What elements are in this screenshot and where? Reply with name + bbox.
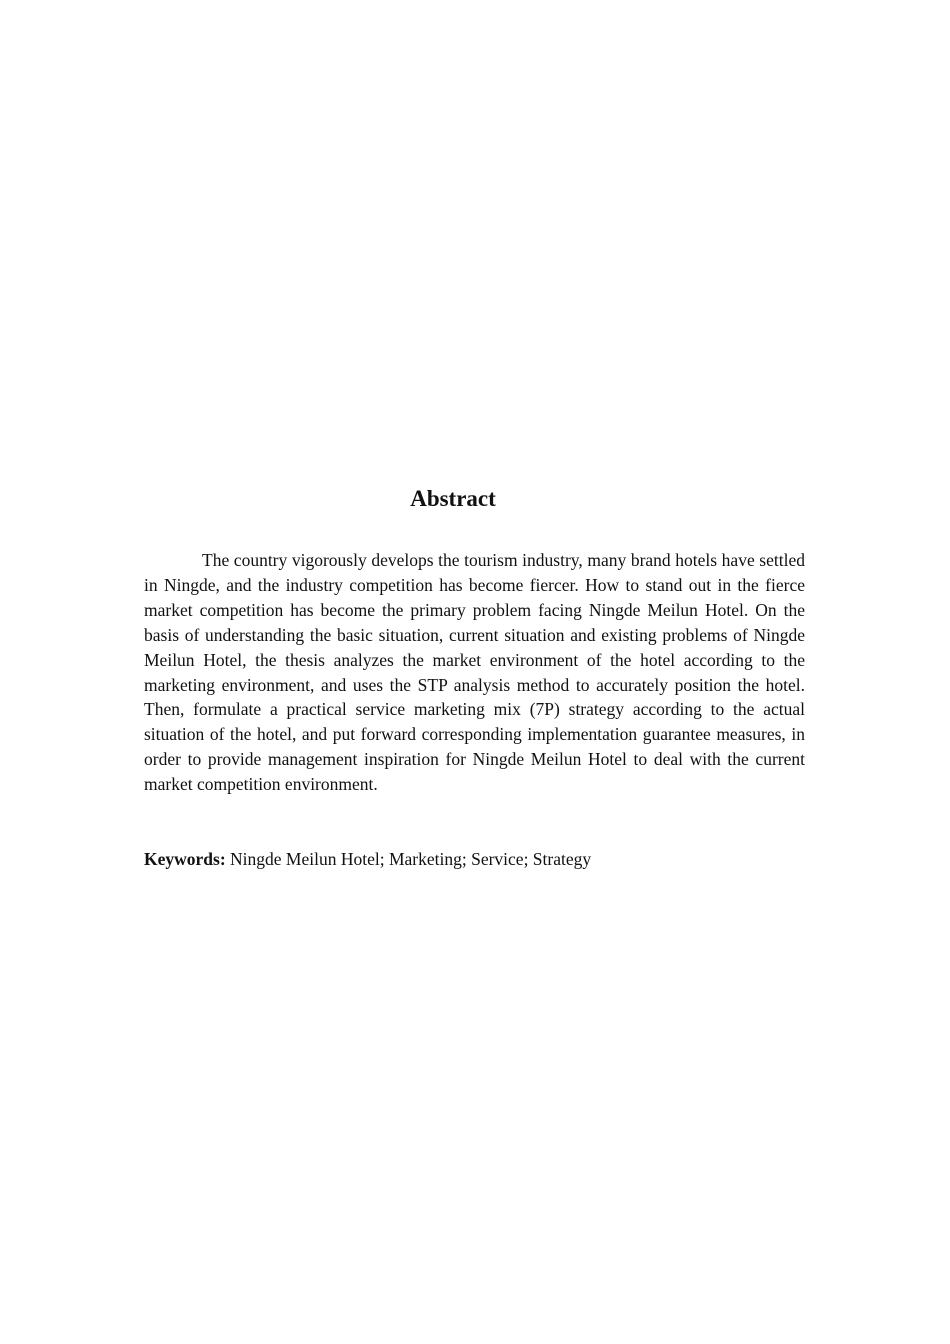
abstract-body: The country vigorously develops the tourism industry, many brand hotels have settled in Ningde, and the industry competition has become fiercer. How to stand out in the fierce market competition has become the primary problem facing Ningde Meilun Hotel. On the basis of understanding the basic situation, current situation and existing problems of Ningde Meilun Hotel, the thesis analyzes the market environment of the hotel according to the marketing environment, and uses the STP analysis method to accurately position the hotel. Then, formulate a practical service marketing mix (7P) strategy according to the actual situation of the hotel, and put forward corresponding implementation guarantee measures, in order to provide management inspiration for Ningde Meilun Hotel to deal with the current market competition environment. — [144, 550, 805, 795]
keywords-label: Keywords: — [144, 849, 226, 869]
abstract-title: Abstract — [410, 486, 496, 511]
keywords-text: Ningde Meilun Hotel; Marketing; Service; Strategy — [225, 849, 592, 869]
keywords-line — [144, 847, 805, 872]
